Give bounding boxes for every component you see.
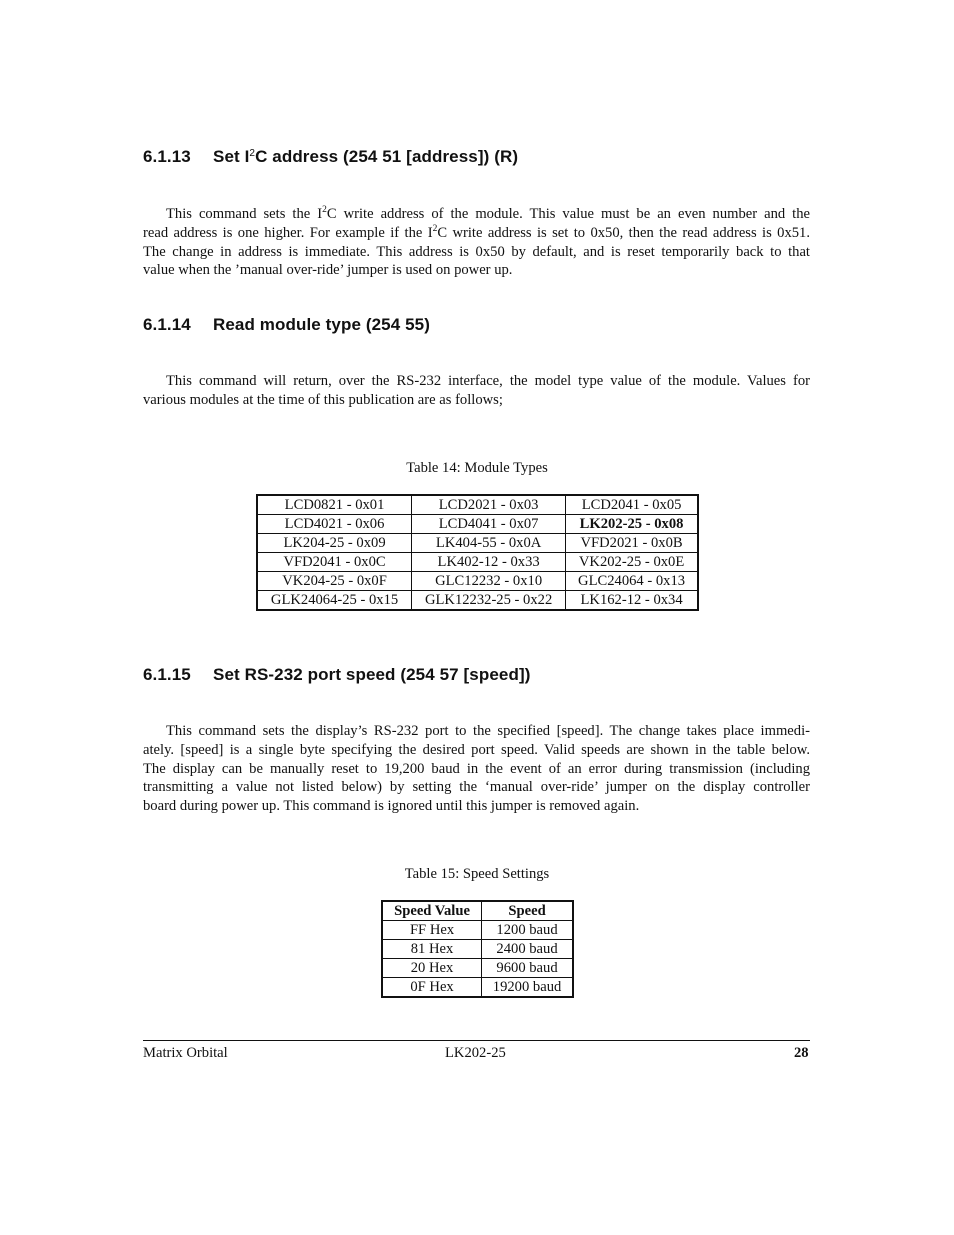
table-cell: LCD2021 - 0x03: [412, 495, 566, 515]
paragraph-line: board during power up. This command is ignored until this jumper is removed again.: [143, 798, 640, 815]
table-cell: GLK24064-25 - 0x15: [257, 591, 412, 611]
table-cell: LCD0821 - 0x01: [257, 495, 412, 515]
section-title: Read module type (254 55): [213, 315, 430, 334]
section-number: 6.1.15: [143, 665, 191, 684]
paragraph-line: This command will return, over the RS-232 interface, the model type value of the module. Values for: [166, 373, 810, 389]
paragraph-line: ately. [speed] is a single byte specifying the desired port speed. Valid speeds are shown in the table below.: [143, 741, 810, 758]
table-cell: VFD2021 - 0x0B: [566, 534, 698, 553]
table-cell: LCD4021 - 0x06: [257, 515, 412, 534]
table-header-row: [382, 901, 573, 921]
table-cell: 1200 baud: [482, 921, 573, 940]
table-cell: GLC24064 - 0x13: [566, 572, 698, 591]
table-row: [382, 921, 573, 940]
table-cell: 9600 baud: [482, 959, 573, 978]
table-cell: 2400 baud: [482, 940, 573, 959]
table-cell: LCD2041 - 0x05: [566, 495, 698, 515]
paragraph-line: This command sets the display’s RS-232 port to the specified [speed]. The change takes place immedi-: [166, 723, 810, 739]
section-number: 6.1.13: [143, 147, 191, 166]
section-title-suffix: C address (254 51 [address]) (R): [255, 147, 519, 166]
paragraph-i2c-address: [143, 205, 810, 280]
paragraph-module-type: [143, 372, 810, 410]
table-14-caption: Table 14: Module Types: [406, 460, 548, 476]
footer-rule: [143, 1040, 810, 1041]
table-cell: VK202-25 - 0x0E: [566, 553, 698, 572]
column-header-speed: Speed: [482, 901, 573, 921]
table-cell: VFD2041 - 0x0C: [257, 553, 412, 572]
table-cell: LCD4041 - 0x07: [412, 515, 566, 534]
section-title: Set RS-232 port speed (254 57 [speed]): [213, 665, 531, 684]
table-cell: 0F Hex: [382, 978, 482, 998]
table-cell: GLK12232-25 - 0x22: [412, 591, 566, 611]
paragraph-line: The display can be manually reset to 19,200 baud in the event of an error during transmission (including: [143, 760, 810, 777]
table-cell: LK404-55 - 0x0A: [412, 534, 566, 553]
section-heading-6-1-13: [143, 147, 518, 167]
paragraph-line: The change in address is immediate. This address is 0x50 by default, and is reset temporarily back to that: [143, 243, 810, 260]
table-row: [257, 534, 698, 553]
table-cell: 20 Hex: [382, 959, 482, 978]
section-title-superscript: 2: [249, 148, 256, 159]
section-heading-6-1-14: [143, 315, 430, 335]
paragraph-line: transmitting a value not listed below) by setting the ‘manual over-ride’ jumper on the display controller: [143, 779, 810, 796]
section-number: 6.1.14: [143, 315, 191, 334]
footer-left: Matrix Orbital: [143, 1045, 228, 1061]
paragraph-port-speed: [143, 722, 810, 816]
speed-settings-table: [381, 900, 574, 998]
table-row: [257, 515, 698, 534]
section-heading-6-1-15: [143, 665, 530, 685]
table-row: [257, 553, 698, 572]
section-title-prefix: Set I: [213, 147, 250, 166]
table-row: [257, 495, 698, 515]
table-cell: GLC12232 - 0x10: [412, 572, 566, 591]
table-cell: LK162-12 - 0x34: [566, 591, 698, 611]
table-15-caption: Table 15: Speed Settings: [404, 866, 550, 882]
paragraph-line: read address is one higher. For example if the $I^2C$ write address is set to 0x50, then the read address is 0x51.: [143, 223, 810, 241]
page-number: 28: [794, 1045, 809, 1061]
paragraph-line: This command sets the $I^2C$ write address of the module. This value must be an even number and the: [166, 205, 811, 222]
table-cell: FF Hex: [382, 921, 482, 940]
table-row: [382, 978, 573, 998]
table-cell: LK402-12 - 0x33: [412, 553, 566, 572]
paragraph-line: various modules at the time of this publication are as follows;: [143, 391, 503, 408]
table-row: [257, 591, 698, 611]
column-header-speed-value: Speed Value: [382, 901, 482, 921]
table-cell: LK204-25 - 0x09: [257, 534, 412, 553]
module-types-table: [256, 494, 699, 611]
paragraph-line: value when the ’manual over-ride’ jumper is used on power up.: [143, 262, 513, 279]
table-cell: 81 Hex: [382, 940, 482, 959]
footer-center: LK202-25: [445, 1045, 506, 1061]
table-row: [382, 959, 573, 978]
table-row: [382, 940, 573, 959]
table-cell: LK202-25 - 0x08: [566, 515, 698, 534]
table-row: [257, 572, 698, 591]
table-cell: 19200 baud: [482, 978, 573, 998]
table-cell: VK204-25 - 0x0F: [257, 572, 412, 591]
